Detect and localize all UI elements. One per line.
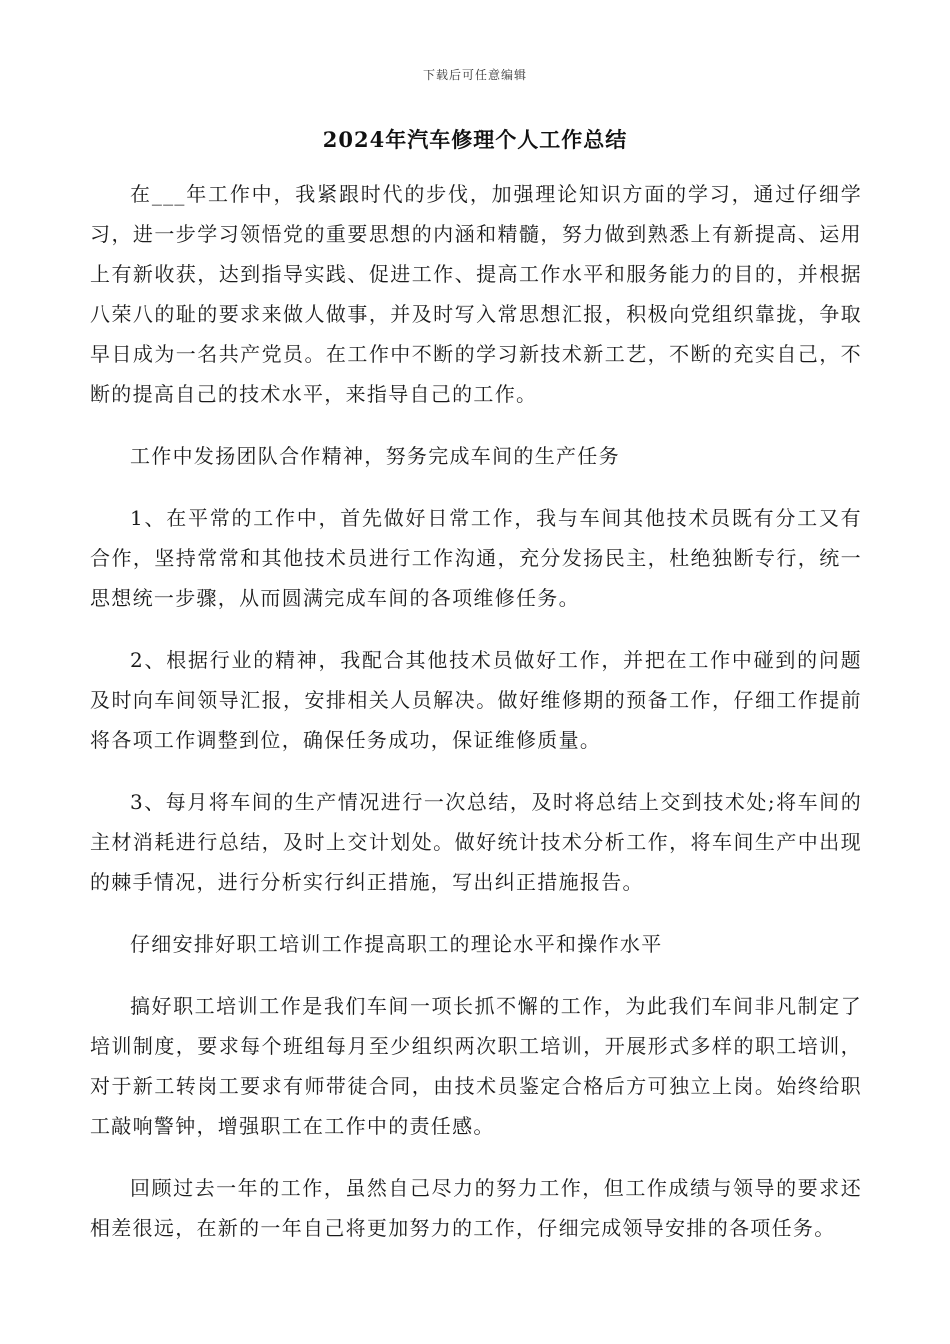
section-heading-teamwork: 工作中发扬团队合作精神，努务完成车间的生产任务: [130, 444, 620, 468]
header-note: 下载后可任意编辑: [422, 68, 527, 82]
document-body: [90, 174, 862, 1270]
paragraph-intro: 在___年工作中，我紧跟时代的步伐，加强理论知识方面的学习，通过仔细学习，进一步学习领悟党的重要思想的内涵和精髓，努力做到熟悉上有新提高、运用上有新收获，达到指导实践、促进工作、提高工作水平和服务能力的目的，并根据八荣八的耻的要求来做人做事，并及时写入常思想汇报，积极向党组织靠拢，争取早日成为一名共产党员。在工作中不断的学习新技术新工艺，不断的充实自己，不断的提高自己的技术水平，来指导自己的工作。: [90, 182, 862, 406]
section-heading-training: 仔细安排好职工培训工作提高职工的理论水平和操作水平: [130, 932, 663, 956]
document-title: 2024年汽车修理个人工作总结: [322, 127, 628, 152]
paragraph-item-3: 3、每月将车间的生产情况进行一次总结，及时将总结上交到技术处;将车间的主材消耗进行总结，及时上交计划处。做好统计技术分析工作，将车间生产中出现的棘手情况，进行分析实行纠正措施，写出纠正措施报告。: [90, 790, 862, 894]
paragraph-training: 搞好职工培训工作是我们车间一项长抓不懈的工作，为此我们车间非凡制定了培训制度，要求每个班组每月至少组织两次职工培训，开展形式多样的职工培训，对于新工转岗工要求有师带徒合同，由技术员鉴定合格后方可独立上岗。始终给职工敲响警钟，增强职工在工作中的责任感。: [90, 994, 862, 1138]
paragraph-conclusion: 回顾过去一年的工作，虽然自己尽力的努力工作，但工作成绩与领导的要求还相差很远，在新的一年自己将更加努力的工作，仔细完成领导安排的各项任务。: [90, 1176, 862, 1240]
paragraph-item-2: 2、根据行业的精神，我配合其他技术员做好工作，并把在工作中碰到的问题及时向车间领导汇报，安排相关人员解决。做好维修期的预备工作，仔细工作提前将各项工作调整到位，确保任务成功，保证维修质量。: [90, 648, 862, 752]
paragraph-item-1: 1、在平常的工作中，首先做好日常工作，我与车间其他技术员既有分工又有合作，坚持常常和其他技术员进行工作沟通，充分发扬民主，杜绝独断专行，统一思想统一步骤，从而圆满完成车间的各项维修任务。: [90, 506, 862, 610]
